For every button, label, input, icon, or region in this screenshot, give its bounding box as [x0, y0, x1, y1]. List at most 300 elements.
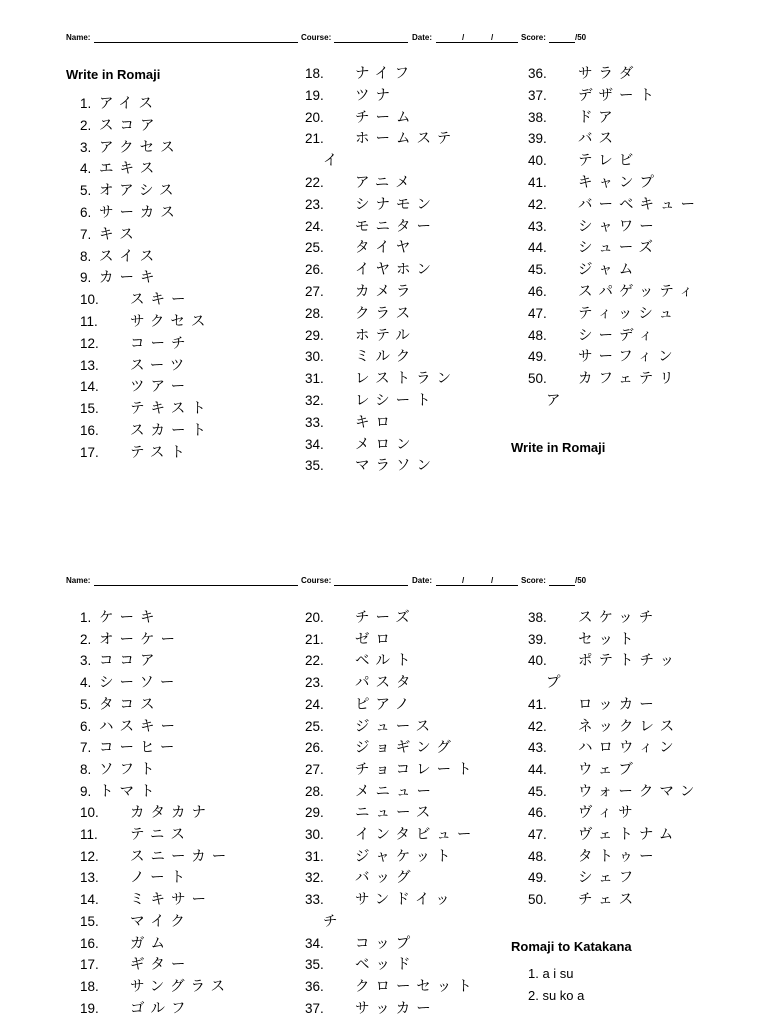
katakana-word: コップ [355, 935, 417, 952]
question-item [528, 326, 659, 346]
katakana-word: ポテトチッ [578, 653, 681, 670]
katakana-word: シーディ [578, 327, 659, 344]
question-item [80, 912, 191, 932]
question-item [528, 129, 619, 149]
katakana-word: キロ [355, 414, 396, 431]
question-item [80, 955, 191, 975]
question-number: 20. [305, 109, 324, 125]
question-item [305, 326, 416, 346]
question-number: 16. [80, 423, 99, 438]
question-item [80, 695, 161, 715]
question-item [305, 977, 478, 997]
question-number: 1. [80, 96, 92, 111]
question-item [528, 890, 639, 910]
question-item [528, 347, 679, 367]
question-number: 14. [80, 892, 99, 908]
katakana-word: クローセット [355, 978, 478, 995]
question-item [528, 195, 701, 215]
question-item [305, 173, 416, 193]
katakana-word: タイヤ [355, 240, 417, 257]
katakana-word: ミルク [355, 349, 417, 366]
question-number: 11. [80, 827, 98, 842]
question-item [528, 64, 639, 84]
question-number: 23. [305, 196, 324, 212]
question-number: 22. [305, 175, 324, 190]
katakana-word: スキー [130, 292, 192, 309]
question-number: 31. [305, 371, 324, 387]
question-number: 40. [528, 653, 547, 669]
question-item [80, 717, 181, 737]
katakana-word: インタビュー [355, 827, 478, 843]
katakana-word: レストラン [355, 371, 458, 388]
question-item [305, 608, 416, 628]
score-total: /50 [575, 576, 587, 585]
question-item [528, 868, 639, 888]
question-item [80, 868, 191, 888]
date-slash: / [491, 33, 494, 42]
course-blank[interactable] [334, 42, 408, 43]
question-number: 50. [528, 892, 547, 908]
katakana-word: モニター [355, 218, 437, 235]
katakana-word: ガム [130, 935, 171, 952]
question-item [80, 159, 160, 179]
question-number: 18. [80, 978, 99, 994]
katakana-word: スニーカー [130, 848, 233, 865]
katakana-word: トマト [99, 783, 161, 800]
katakana-word: テキスト [130, 401, 212, 418]
katakana-word: サクセス [130, 314, 212, 330]
name-blank[interactable] [94, 585, 298, 586]
katakana-word: ロッカー [578, 696, 660, 713]
katakana-wrap: イ [323, 153, 338, 170]
katakana-word: ココア [99, 653, 161, 670]
course-blank[interactable] [334, 585, 408, 586]
question-number: 9. [80, 783, 92, 799]
katakana-word: チーム [355, 109, 417, 126]
question-item [80, 312, 211, 332]
question-number: 6. [80, 718, 92, 734]
question-item [528, 282, 699, 302]
katakana-word: サーフィン [578, 349, 679, 366]
katakana-word: カタカナ [130, 805, 212, 822]
question-number: 19. [305, 87, 324, 103]
question-number: 18. [305, 66, 324, 81]
question-number: 5. [80, 183, 92, 199]
question-number: 49. [528, 870, 547, 886]
question-item [528, 217, 660, 237]
katakana-word: シューズ [578, 240, 659, 257]
katakana-word: ジャケット [355, 848, 457, 865]
course-label: Course: [301, 33, 332, 42]
question-number: 37. [528, 87, 547, 103]
katakana-word: アクセス [99, 139, 181, 156]
question-item [528, 782, 700, 802]
katakana-word: ネックレス [578, 718, 681, 735]
katakana-word: ツアー [130, 379, 192, 396]
katakana-word: タトゥー [578, 848, 660, 865]
question-item [528, 151, 639, 171]
katakana-word: テニス [130, 827, 191, 843]
question-number: 2. [528, 988, 543, 1003]
katakana-word: セット [578, 631, 640, 648]
question-number: 27. [305, 761, 324, 777]
name-label: Name: [66, 576, 91, 585]
question-item [80, 803, 212, 823]
question-number: 20. [305, 610, 324, 625]
question-item [305, 934, 416, 954]
question-number: 47. [528, 305, 547, 321]
question-item [80, 116, 161, 136]
katakana-word: クラス [355, 305, 417, 322]
question-number: 45. [528, 783, 547, 799]
katakana-word: ホテル [355, 327, 416, 344]
question-item [305, 695, 415, 715]
question-number: 28. [305, 783, 324, 799]
question-number: 4. [80, 161, 92, 177]
katakana-word: デザート [578, 87, 660, 104]
question-number: 46. [528, 284, 547, 299]
worksheet-header [66, 33, 606, 47]
question-item [305, 347, 416, 367]
worksheet-header [66, 576, 606, 590]
score-blank[interactable] [549, 585, 575, 586]
katakana-word: スコア [99, 117, 161, 134]
question-number: 50. [528, 371, 547, 387]
question-number: 38. [528, 610, 547, 625]
katakana-word: ジュース [355, 718, 436, 735]
question-item [305, 456, 437, 476]
question-number: 36. [528, 66, 547, 81]
question-item [528, 695, 660, 715]
katakana-word: サンドイッ [355, 892, 456, 909]
question-item [305, 760, 478, 780]
katakana-word: スパゲッティ [578, 284, 700, 300]
question-number: 49. [528, 349, 547, 365]
katakana-word: レシート [355, 393, 437, 409]
katakana-word: サッカー [355, 1000, 437, 1017]
question-item [80, 203, 181, 223]
question-item [528, 86, 660, 106]
question-number: 35. [305, 458, 324, 474]
question-item [305, 673, 417, 693]
question-item [305, 847, 457, 867]
question-item [305, 238, 416, 258]
section-title: Write in Romaji [66, 67, 161, 82]
question-number: 10. [80, 805, 99, 821]
question-number: 29. [305, 805, 324, 821]
question-number: 17. [80, 444, 99, 460]
date-slash: / [462, 33, 465, 42]
katakana-word: マイク [130, 913, 191, 930]
question-number: 17. [80, 957, 99, 973]
romaji-item [528, 966, 574, 981]
name-label: Name: [66, 33, 91, 42]
question-item [305, 391, 437, 411]
question-number: 30. [305, 827, 324, 842]
question-number: 25. [305, 240, 324, 256]
question-item [528, 847, 660, 867]
question-item [80, 247, 160, 267]
katakana-word: シーソー [99, 675, 181, 692]
name-blank[interactable] [94, 42, 298, 43]
katakana-word: メニュー [355, 783, 437, 800]
katakana-word: ジャム [578, 262, 640, 279]
katakana-word: ハロウィン [578, 740, 680, 757]
question-number: 41. [528, 696, 547, 712]
date-label: Date: [412, 33, 433, 42]
question-item [305, 282, 417, 302]
question-number: 11. [80, 314, 98, 329]
question-number: 9. [80, 270, 92, 286]
question-item [528, 738, 680, 758]
katakana-word: コーチ [130, 335, 192, 352]
katakana-word: ドア [578, 109, 619, 126]
score-label: Score: [521, 33, 546, 42]
question-item [80, 738, 180, 758]
katakana-word: カフェテリ [578, 371, 680, 388]
question-number: 8. [80, 761, 92, 777]
question-number: 7. [80, 740, 92, 756]
question-number: 16. [80, 935, 99, 951]
katakana-word: バス [578, 131, 619, 148]
katakana-word: スーツ [130, 357, 191, 374]
katakana-word: オアシス [99, 183, 180, 200]
question-number: 48. [528, 848, 547, 864]
question-item [80, 443, 191, 463]
question-number: 48. [528, 327, 547, 343]
question-number: 22. [305, 653, 324, 669]
score-blank[interactable] [549, 42, 575, 43]
katakana-word: ヴィサ [578, 805, 639, 822]
question-item [80, 890, 212, 910]
katakana-word: ベッド [355, 957, 417, 974]
katakana-word: サングラス [130, 978, 232, 995]
question-number: 10. [80, 292, 99, 308]
question-item [305, 738, 457, 758]
katakana-word: ゴルフ [130, 1000, 192, 1017]
question-item [305, 868, 417, 888]
question-number: 44. [528, 240, 547, 256]
katakana-word: ヴェトナム [578, 827, 680, 843]
question-number: 29. [305, 327, 324, 343]
question-number: 15. [80, 913, 99, 929]
question-number: 35. [305, 957, 324, 973]
question-number: 26. [305, 262, 324, 278]
question-item [305, 651, 417, 671]
question-number: 1. [528, 966, 543, 981]
question-number: 21. [305, 131, 324, 147]
question-item [80, 356, 190, 376]
katakana-word: カーキ [99, 270, 161, 287]
katakana-word: ツナ [355, 87, 396, 104]
question-number: 43. [528, 218, 547, 234]
question-item [305, 435, 417, 455]
question-item [80, 334, 192, 354]
question-item [305, 999, 437, 1019]
question-item [305, 217, 437, 237]
question-number: 39. [528, 131, 547, 147]
question-number: 6. [80, 205, 92, 220]
question-item [80, 977, 231, 997]
question-number: 32. [305, 870, 324, 886]
katakana-word: パスタ [355, 675, 417, 692]
question-item [80, 847, 232, 867]
question-number: 15. [80, 401, 99, 417]
question-item [80, 290, 192, 310]
katakana-word: シェフ [578, 870, 640, 887]
question-item [305, 86, 396, 106]
question-item [528, 825, 679, 845]
romaji-item [528, 988, 584, 1003]
question-item [528, 651, 680, 671]
katakana-word: ピアノ [355, 696, 416, 713]
katakana-word: バッグ [355, 870, 417, 887]
score-total: /50 [575, 33, 587, 42]
question-number: 2. [80, 631, 92, 647]
katakana-word: イヤホン [355, 262, 437, 279]
date-slash: / [491, 576, 494, 585]
katakana-word: ギター [130, 957, 192, 974]
question-number: 41. [528, 175, 547, 190]
question-number: 33. [305, 892, 324, 908]
question-number: 13. [80, 357, 99, 373]
date-label: Date: [412, 576, 433, 585]
question-number: 28. [305, 305, 324, 321]
katakana-word: ニュース [355, 805, 437, 822]
question-number: 24. [305, 696, 324, 712]
katakana-word: テレビ [578, 153, 640, 170]
question-item [305, 825, 477, 845]
question-number: 30. [305, 349, 324, 365]
question-number: 8. [80, 248, 92, 264]
question-item [528, 369, 680, 389]
question-number: 2. [80, 117, 92, 133]
question-number: 47. [528, 827, 547, 842]
question-item [80, 268, 161, 288]
question-item [528, 630, 640, 650]
question-number: 38. [528, 109, 547, 125]
question-item [305, 890, 456, 910]
katakana-word: アイス [99, 96, 160, 112]
katakana-word: ミキサー [130, 892, 212, 909]
question-item [305, 413, 396, 433]
katakana-word: ウェブ [578, 761, 639, 778]
question-item [80, 934, 171, 954]
katakana-word: バーベキュー [578, 196, 701, 213]
question-item [80, 825, 191, 845]
katakana-word: ケーキ [99, 610, 161, 626]
question-number: 21. [305, 631, 324, 647]
question-item [80, 94, 159, 114]
katakana-wrap: プ [546, 675, 561, 692]
question-item [528, 803, 639, 823]
date-blank[interactable] [436, 585, 518, 586]
question-item [305, 260, 437, 280]
score-label: Score: [521, 576, 546, 585]
question-number: 31. [305, 848, 324, 864]
question-item [305, 108, 417, 128]
question-item [305, 64, 415, 84]
katakana-word: ホームステ [355, 131, 458, 148]
question-item [528, 173, 660, 193]
katakana-word: シャワー [578, 218, 660, 235]
question-number: 39. [528, 631, 547, 647]
question-number: 37. [305, 1000, 324, 1016]
section-title: Romaji to Katakana [511, 939, 632, 954]
question-number: 26. [305, 740, 324, 756]
katakana-word: スケッチ [578, 610, 660, 626]
katakana-word: ジョギング [355, 740, 457, 757]
question-item [80, 181, 180, 201]
question-item [305, 782, 437, 802]
question-number: 13. [80, 870, 99, 886]
question-number: 25. [305, 718, 324, 734]
question-item [528, 608, 659, 628]
question-item [305, 955, 417, 975]
question-item [305, 129, 457, 149]
question-number: 1. [80, 610, 92, 625]
question-item [80, 651, 161, 671]
question-number: 12. [80, 848, 99, 864]
question-item [528, 260, 639, 280]
katakana-word: ハスキー [99, 718, 181, 735]
question-item [305, 369, 457, 389]
question-item [80, 999, 192, 1019]
katakana-word: サラダ [578, 66, 640, 82]
katakana-word: ティッシュ [578, 305, 680, 322]
katakana-word: テスト [130, 444, 191, 461]
question-number: 7. [80, 226, 92, 242]
katakana-word: キス [99, 226, 140, 243]
katakana-word: ゼロ [355, 631, 396, 648]
question-number: 42. [528, 718, 547, 734]
katakana-word: ナイフ [355, 66, 416, 82]
question-item [305, 195, 437, 215]
katakana-word: アニメ [355, 175, 416, 191]
katakana-word: コーヒー [99, 740, 181, 757]
katakana-word: キャンプ [578, 175, 660, 191]
question-number: 19. [80, 1000, 99, 1016]
question-number: 42. [528, 196, 547, 212]
katakana-word: メロン [355, 436, 417, 453]
question-item [80, 608, 161, 628]
katakana-word: オーケー [99, 631, 181, 648]
question-item [305, 304, 416, 324]
date-slash: / [462, 576, 465, 585]
question-item [80, 225, 140, 245]
katakana-word: エキス [99, 161, 161, 178]
question-number: 45. [528, 262, 547, 278]
question-item [528, 717, 680, 737]
katakana-word: ベルト [355, 653, 417, 670]
question-number: 5. [80, 696, 92, 712]
date-blank[interactable] [436, 42, 518, 43]
question-number: 36. [305, 978, 324, 994]
question-number: 34. [305, 935, 324, 951]
question-item [80, 421, 212, 441]
question-number: 40. [528, 153, 547, 169]
question-number: 43. [528, 740, 547, 756]
katakana-wrap: チ [323, 913, 338, 930]
course-label: Course: [301, 576, 332, 585]
question-number: 4. [80, 675, 92, 691]
katakana-word: チョコレート [355, 761, 478, 778]
question-item [80, 782, 161, 802]
katakana-word: タコス [99, 696, 161, 713]
question-item [305, 803, 436, 823]
katakana-word: ウォークマン [578, 783, 701, 800]
question-number: 3. [80, 653, 92, 669]
